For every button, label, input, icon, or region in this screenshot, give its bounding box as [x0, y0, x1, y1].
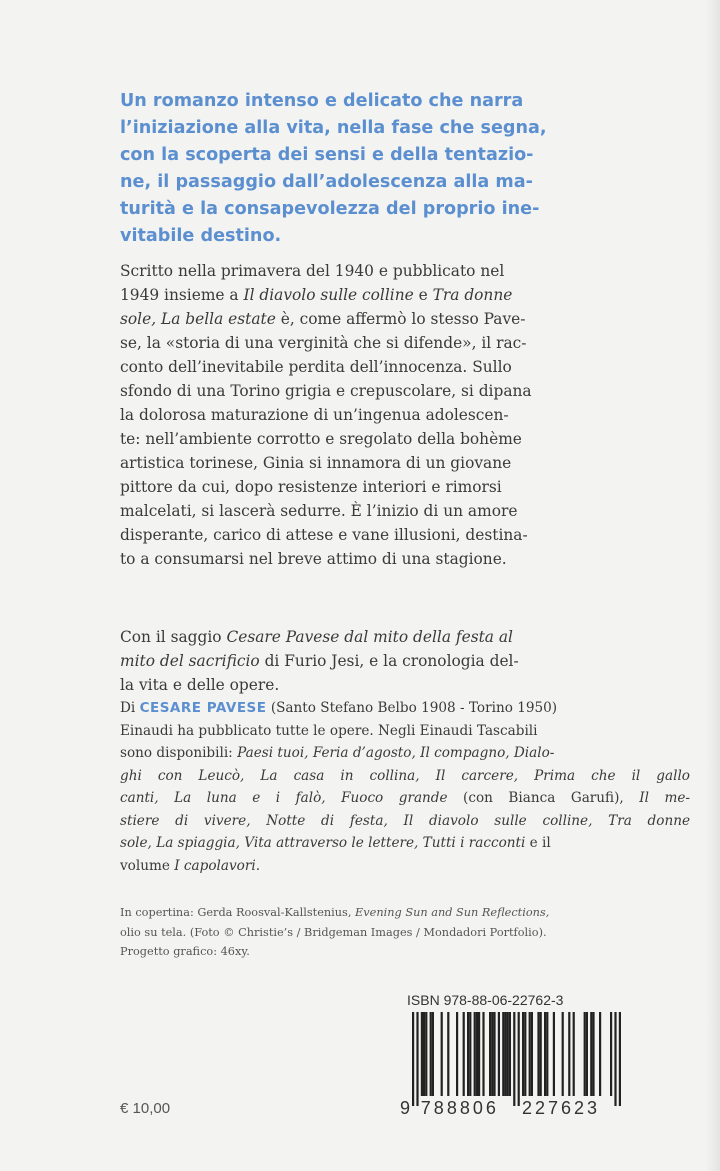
- text-segment: mito del sacrificio: [120, 652, 260, 670]
- barcode-bar: [430, 1012, 432, 1096]
- line-text: [120, 88, 523, 115]
- barcode-bar: [573, 1012, 575, 1096]
- barcode-bar: [586, 1012, 588, 1096]
- text-segment: con la scoperta dei sensi e della tentazio-: [120, 145, 534, 165]
- barcode-bar: [498, 1012, 500, 1096]
- text-segment: pittore da cui, dopo resistenze interiori e rimorsi: [120, 478, 502, 496]
- cover-edge: [706, 0, 720, 1171]
- line-text: [120, 451, 511, 475]
- blurb: [120, 88, 690, 250]
- description-line: [120, 523, 690, 547]
- author-line: [120, 765, 690, 788]
- barcode-bar: [537, 1012, 539, 1096]
- author-line: [120, 720, 690, 743]
- text-segment: Il me-: [639, 790, 690, 806]
- line-text: [120, 403, 509, 427]
- barcode-bar: [592, 1012, 594, 1096]
- barcode-bar: [529, 1012, 531, 1096]
- text-segment: ne, il passaggio dall’adolescenza alla ma-: [120, 172, 533, 192]
- text-segment: (con Bianca Garufi),: [447, 790, 640, 806]
- barcode-digits: 227623: [522, 1098, 601, 1118]
- barcode-bar: [432, 1012, 434, 1096]
- line-text: [120, 142, 534, 169]
- author-bio: [120, 697, 690, 877]
- blurb-line: [120, 169, 690, 196]
- text-segment: disperante, carico di attese e vane illusioni, destina-: [120, 526, 528, 544]
- text-segment: ghi con Leucò, La casa in collina, Il carcere, Prima che il gallo: [120, 767, 690, 784]
- barcode-bar: [482, 1012, 484, 1096]
- text-segment: sono disponibili:: [120, 745, 238, 761]
- barcode-bar: [518, 1012, 520, 1106]
- blurb-line: [120, 196, 690, 223]
- text-segment: vitabile destino.: [120, 226, 282, 246]
- text-segment: olio su tela. (Foto © Christie’s / Bridgeman Images / Mondadori Portfolio).: [120, 925, 547, 939]
- barcode-bar: [474, 1012, 476, 1096]
- line-text: [120, 855, 260, 878]
- text-segment: Evening Sun and Sun Reflections,: [355, 906, 550, 919]
- essay-note: [120, 625, 690, 697]
- text-segment: la dolorosa maturazione di un’ingenua adolescen-: [120, 406, 509, 424]
- text-segment: Tra donne: [432, 286, 513, 304]
- author-name: CESARE PAVESE: [139, 700, 267, 716]
- blurb-line: [120, 115, 690, 142]
- text-segment: Il diavolo sulle colline: [243, 286, 414, 304]
- barcode-bar: [441, 1012, 443, 1096]
- line-text: [120, 673, 279, 697]
- text-segment: sole, La spiaggia, Vita attraverso le lettere, Tutti i racconti: [120, 835, 526, 851]
- text-segment: to a consumarsi nel breve attimo di una stagione.: [120, 550, 507, 568]
- line-text: [120, 196, 539, 223]
- text-segment: Progetto grafico: 46xy.: [120, 945, 250, 958]
- text-segment: Con il saggio: [120, 628, 227, 646]
- barcode-bar: [553, 1012, 555, 1096]
- text-segment: Scritto nella primavera del 1940 e pubblicato nel: [120, 262, 505, 280]
- barcode-bar: [513, 1012, 515, 1106]
- barcode-bar: [447, 1012, 449, 1096]
- author-line: [120, 742, 690, 765]
- author-line: [120, 832, 690, 855]
- description-line: [120, 307, 690, 331]
- text-segment: conto dell’inevitabile perdita dell’innocenza. Sullo: [120, 358, 512, 376]
- description-line: [120, 475, 690, 499]
- line-text: [120, 115, 547, 142]
- author-line: [120, 810, 690, 833]
- line-text: [120, 720, 537, 743]
- text-segment: è, come affermò lo stesso Pave-: [275, 310, 526, 328]
- barcode-bar: [507, 1012, 509, 1096]
- barcode-bar: [463, 1012, 465, 1096]
- credits-line: [120, 942, 690, 962]
- line-text: [120, 427, 522, 451]
- barcode-bar: [509, 1012, 511, 1096]
- text-segment: Paesi tuoi, Feria d’agosto, Il compagno, Dialo-: [237, 745, 555, 761]
- barcode-bar: [599, 1012, 601, 1096]
- barcode-bar: [423, 1012, 425, 1096]
- line-text: [120, 355, 512, 379]
- barcode-bar: [544, 1012, 546, 1096]
- barcode-bar: [456, 1012, 458, 1096]
- barcode-bar: [546, 1012, 548, 1096]
- barcode: [398, 1012, 668, 1122]
- blurb-line: [120, 223, 690, 250]
- barcode-bar: [504, 1012, 506, 1096]
- blurb-line: [120, 142, 690, 169]
- text-segment: malcelati, si lascerà sedurre. È l’inizio di un amore: [120, 502, 518, 520]
- barcode-digits: 9: [400, 1098, 414, 1118]
- barcode-bar: [531, 1012, 533, 1096]
- author-line: [120, 855, 690, 878]
- line-text: [120, 523, 528, 547]
- text-segment: artistica torinese, Ginia si innamora di un giovane: [120, 454, 512, 472]
- description-line: [120, 259, 690, 283]
- barcode-bar: [416, 1012, 418, 1106]
- text-segment: la vita e delle opere.: [120, 676, 280, 694]
- credits-line: [120, 903, 690, 923]
- line-text: [120, 649, 519, 673]
- text-segment: Cesare Pavese dal mito della festa al: [226, 628, 513, 646]
- barcode-bar: [610, 1012, 612, 1096]
- description-line: [120, 547, 690, 571]
- text-segment: stiere di vivere, Notte di festa, Il diavolo sulle colline, Tra donne: [120, 812, 690, 829]
- description: [120, 259, 690, 571]
- credits-line: [120, 923, 690, 943]
- isbn-label: ISBN 978-88-06-22762-3: [407, 992, 564, 1008]
- essay-line: [120, 625, 690, 649]
- barcode-bar: [421, 1012, 423, 1096]
- barcode-bar: [562, 1012, 564, 1096]
- text-segment: sfondo di una Torino grigia e crepuscolare, si dipana: [120, 382, 532, 400]
- line-text: [120, 499, 517, 523]
- line-text: [120, 475, 502, 499]
- text-segment: e il: [525, 835, 551, 851]
- description-line: [120, 403, 690, 427]
- barcode-bar: [467, 1012, 469, 1096]
- line-text: [120, 307, 525, 331]
- line-text: [120, 832, 551, 855]
- barcode-bar: [476, 1012, 478, 1096]
- description-line: [120, 427, 690, 451]
- line-text: [120, 625, 513, 649]
- barcode-bar: [524, 1012, 526, 1096]
- text-segment: l’iniziazione alla vita, nella fase che segna,: [120, 118, 547, 138]
- essay-line: [120, 649, 690, 673]
- line-text: [120, 923, 547, 943]
- description-line: [120, 355, 690, 379]
- barcode-bar: [619, 1012, 621, 1106]
- line-text: [120, 697, 557, 720]
- text-segment: se, la «storia di una verginità che si difende», il rac-: [120, 334, 527, 352]
- text-segment: e: [413, 286, 433, 304]
- barcode-bar: [590, 1012, 592, 1096]
- barcode-bar: [469, 1012, 471, 1096]
- barcode-bar: [493, 1012, 495, 1096]
- essay-line: [120, 673, 690, 697]
- author-line: [120, 787, 690, 810]
- text-segment: 1949 insieme a: [120, 286, 244, 304]
- barcode-bar: [614, 1012, 616, 1106]
- barcode-bar: [568, 1012, 570, 1096]
- description-line: [120, 283, 690, 307]
- price: € 10,00: [120, 1100, 171, 1117]
- line-text: [120, 787, 690, 810]
- line-text: [120, 379, 532, 403]
- text-segment: I capolavori.: [174, 857, 261, 874]
- barcode-bar: [489, 1012, 491, 1096]
- barcode-bar: [412, 1012, 414, 1106]
- barcode-bar: [491, 1012, 493, 1096]
- line-text: [120, 223, 281, 250]
- text-segment: di Furio Jesi, e la cronologia del-: [259, 652, 519, 670]
- text-segment: canti, La luna e i falò, Fuoco grande: [120, 790, 448, 806]
- line-text: [120, 810, 690, 833]
- line-text: [120, 169, 533, 196]
- line-text: [120, 903, 549, 923]
- description-line: [120, 451, 690, 475]
- line-text: [120, 547, 507, 571]
- text-segment: Di: [120, 700, 140, 716]
- text-segment: (Santo Stefano Belbo 1908 - Torino 1950): [266, 700, 558, 716]
- line-text: [120, 742, 554, 765]
- line-text: [120, 765, 690, 788]
- line-text: [120, 331, 526, 355]
- author-line: [120, 697, 690, 720]
- barcode-bar: [584, 1012, 586, 1096]
- text-segment: In copertina: Gerda Roosval-Kallstenius,: [120, 906, 356, 919]
- line-text: [120, 259, 504, 283]
- barcode-bar: [522, 1012, 524, 1096]
- blurb-line: [120, 88, 690, 115]
- description-line: [120, 499, 690, 523]
- text-segment: sole, La bella estate: [120, 310, 276, 328]
- barcode-bar: [425, 1012, 427, 1096]
- text-segment: Einaudi ha pubblicato tutte le opere. Negli Einaudi Tascabili: [120, 722, 538, 739]
- text-segment: te: nell’ambiente corrotto e sregolato della bohème: [120, 430, 522, 448]
- text-segment: turità e la consapevolezza del proprio ine-: [120, 199, 540, 219]
- barcode-digits: 788806: [420, 1098, 499, 1118]
- barcode-bar: [540, 1012, 542, 1096]
- description-line: [120, 379, 690, 403]
- barcode-bar: [478, 1012, 480, 1096]
- line-text: [120, 942, 250, 962]
- description-line: [120, 331, 690, 355]
- cover-credits: [120, 903, 690, 962]
- text-segment: Un romanzo intenso e delicato che narra: [120, 91, 524, 111]
- line-text: [120, 283, 512, 307]
- text-segment: volume: [120, 857, 175, 874]
- barcode-bar: [502, 1012, 504, 1096]
